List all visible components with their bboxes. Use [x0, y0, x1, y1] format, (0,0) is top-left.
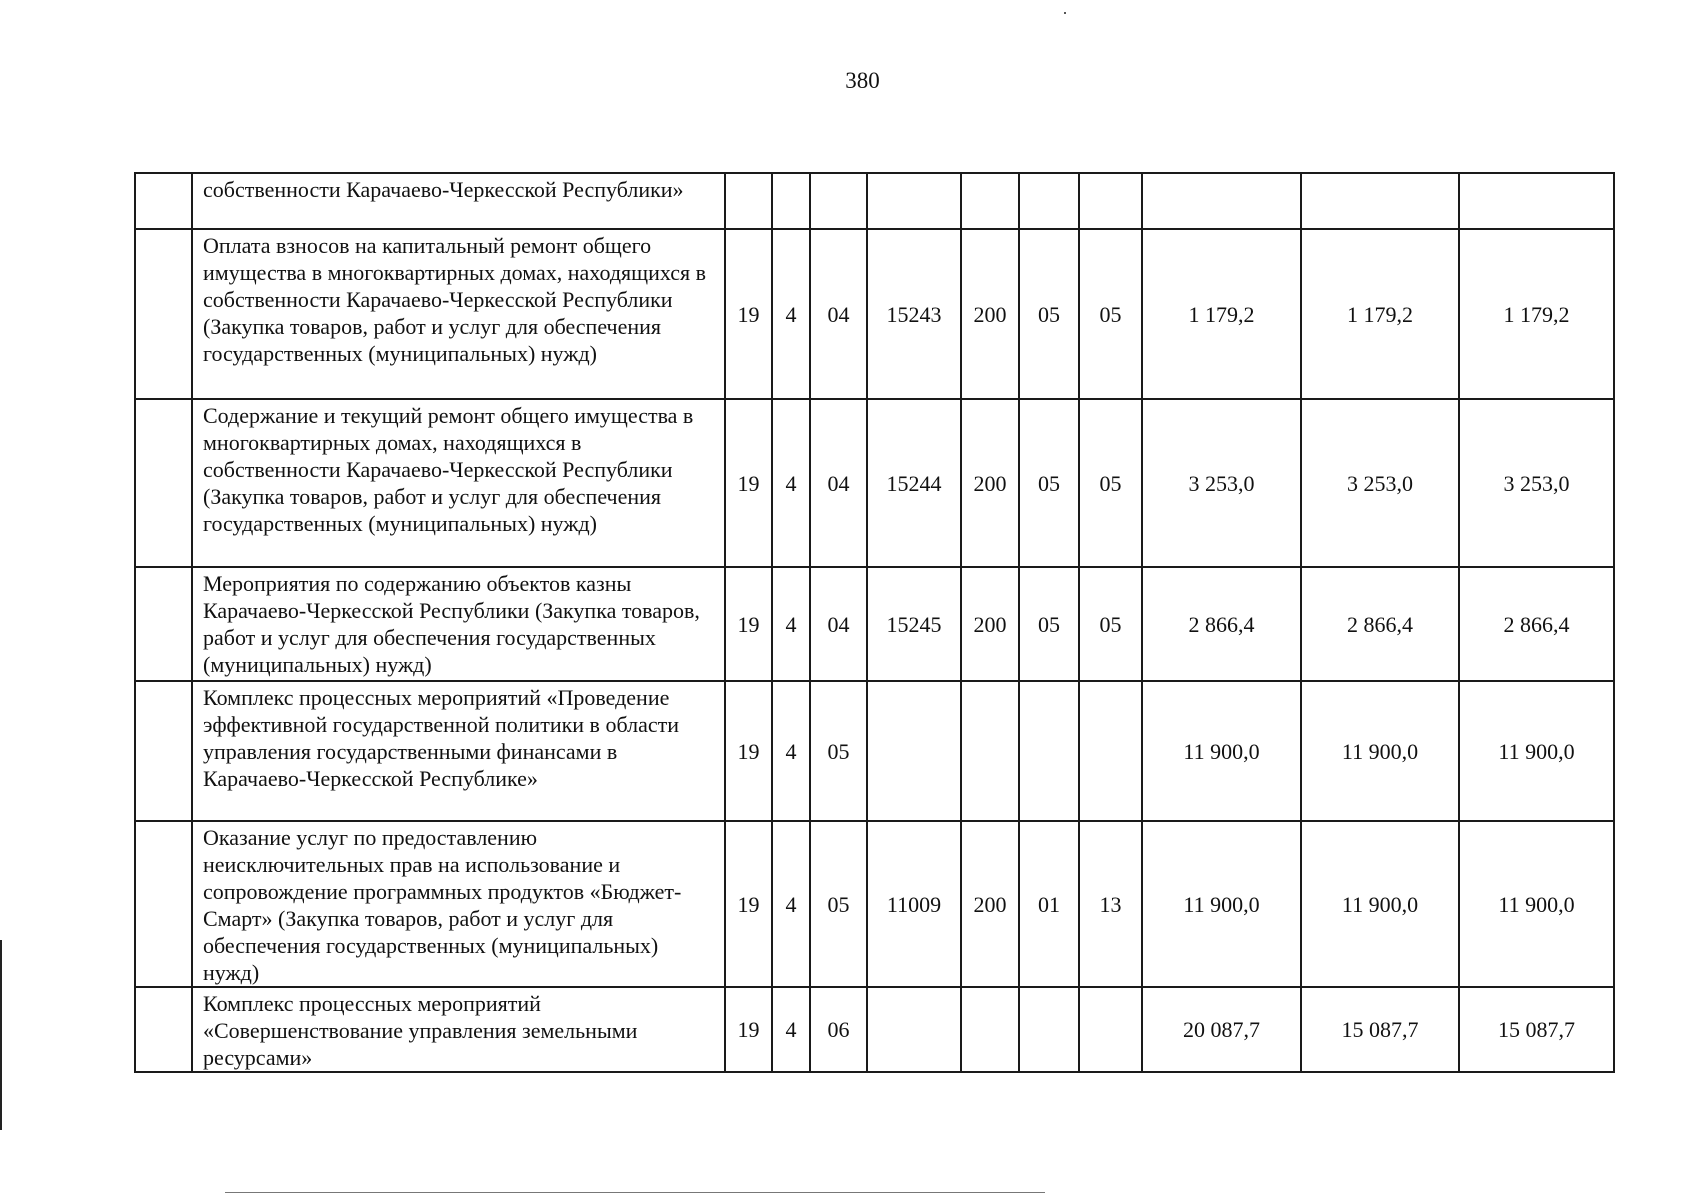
code-cell: 19 — [725, 821, 772, 987]
amount-cell: 2 866,4 — [1142, 567, 1301, 681]
index-cell — [135, 173, 192, 229]
table-row — [135, 987, 1614, 1072]
amount-cell: 1 179,2 — [1142, 229, 1301, 399]
description-cell: Комплекс процессных мероприятий «Проведение эффективной государственной политики в области управления государственными финансами в Карачаево-Черкесской Республике» — [192, 681, 725, 821]
index-cell — [135, 399, 192, 567]
code-cell: 04 — [810, 229, 867, 399]
amount-cell: 20 087,7 — [1142, 987, 1301, 1072]
code-cell: 11009 — [867, 821, 961, 987]
amount-cell: 1 179,2 — [1459, 229, 1614, 399]
code-cell: 15243 — [867, 229, 961, 399]
code-cell: 4 — [772, 229, 810, 399]
code-cell: 13 — [1079, 821, 1142, 987]
amount-cell: 11 900,0 — [1459, 821, 1614, 987]
code-cell: 200 — [961, 567, 1019, 681]
amount-cell — [1459, 173, 1614, 229]
description-cell: Комплекс процессных мероприятий «Совершенствование управления земельными ресурсами» — [192, 987, 725, 1072]
code-cell: 01 — [1019, 821, 1079, 987]
code-cell — [810, 173, 867, 229]
code-cell: 05 — [810, 821, 867, 987]
code-cell: 4 — [772, 681, 810, 821]
index-cell — [135, 821, 192, 987]
table-row — [135, 567, 1614, 681]
table-row — [135, 821, 1614, 987]
code-cell — [1019, 681, 1079, 821]
code-cell: 15244 — [867, 399, 961, 567]
table-row — [135, 173, 1614, 229]
code-cell: 04 — [810, 399, 867, 567]
code-cell: 4 — [772, 987, 810, 1072]
description-cell: собственности Карачаево-Черкесской Республики» — [192, 173, 725, 229]
budget-table — [134, 172, 1615, 1073]
scan-dot — [1064, 12, 1066, 14]
scan-edge-line — [0, 940, 2, 1130]
code-cell: 06 — [810, 987, 867, 1072]
code-cell: 15245 — [867, 567, 961, 681]
amount-cell: 11 900,0 — [1301, 821, 1459, 987]
table-row — [135, 681, 1614, 821]
code-cell: 200 — [961, 399, 1019, 567]
code-cell — [1079, 173, 1142, 229]
code-cell: 19 — [725, 399, 772, 567]
code-cell — [867, 987, 961, 1072]
code-cell — [961, 173, 1019, 229]
code-cell: 05 — [1019, 567, 1079, 681]
code-cell — [1079, 681, 1142, 821]
amount-cell — [1301, 173, 1459, 229]
index-cell — [135, 229, 192, 399]
amount-cell: 11 900,0 — [1142, 821, 1301, 987]
description-cell: Содержание и текущий ремонт общего имущества в многоквартирных домах, находящихся в собственности Карачаево-Черкесской Республики (Закупка товаров, работ и услуг для обеспечения государственных (муниципальных) нужд) — [192, 399, 725, 567]
code-cell: 05 — [1079, 399, 1142, 567]
code-cell: 05 — [810, 681, 867, 821]
code-cell — [1019, 987, 1079, 1072]
index-cell — [135, 681, 192, 821]
amount-cell — [1142, 173, 1301, 229]
amount-cell: 15 087,7 — [1301, 987, 1459, 1072]
amount-cell: 11 900,0 — [1301, 681, 1459, 821]
amount-cell: 3 253,0 — [1459, 399, 1614, 567]
code-cell: 4 — [772, 821, 810, 987]
code-cell: 05 — [1079, 229, 1142, 399]
amount-cell: 3 253,0 — [1142, 399, 1301, 567]
code-cell — [1019, 173, 1079, 229]
code-cell: 200 — [961, 821, 1019, 987]
amount-cell: 2 866,4 — [1301, 567, 1459, 681]
code-cell — [1079, 987, 1142, 1072]
code-cell — [867, 681, 961, 821]
description-cell: Оплата взносов на капитальный ремонт общего имущества в многоквартирных домах, находящихся в собственности Карачаево-Черкесской Республики (Закупка товаров, работ и услуг для обеспечения государственных (муниципальных) нужд) — [192, 229, 725, 399]
amount-cell: 2 866,4 — [1459, 567, 1614, 681]
amount-cell: 11 900,0 — [1142, 681, 1301, 821]
amount-cell: 15 087,7 — [1459, 987, 1614, 1072]
code-cell: 19 — [725, 567, 772, 681]
code-cell — [867, 173, 961, 229]
amount-cell: 3 253,0 — [1301, 399, 1459, 567]
code-cell: 04 — [810, 567, 867, 681]
code-cell: 4 — [772, 399, 810, 567]
amount-cell: 1 179,2 — [1301, 229, 1459, 399]
code-cell: 05 — [1079, 567, 1142, 681]
scan-bottom-line — [225, 1192, 1045, 1193]
code-cell — [961, 681, 1019, 821]
code-cell — [772, 173, 810, 229]
description-cell: Оказание услуг по предоставлению неисключительных прав на использование и сопровождение программных продуктов «Бюджет-Смарт» (Закупка товаров, работ и услуг для обеспечения государственных (муниципальных) нужд) — [192, 821, 725, 987]
table-row — [135, 229, 1614, 399]
code-cell: 19 — [725, 681, 772, 821]
description-cell: Мероприятия по содержанию объектов казны Карачаево-Черкесской Республики (Закупка товаров, работ и услуг для обеспечения государственных (муниципальных) нужд) — [192, 567, 725, 681]
page-number: 380 — [845, 68, 880, 93]
code-cell: 4 — [772, 567, 810, 681]
index-cell — [135, 567, 192, 681]
code-cell: 05 — [1019, 229, 1079, 399]
code-cell: 05 — [1019, 399, 1079, 567]
code-cell — [725, 173, 772, 229]
code-cell: 200 — [961, 229, 1019, 399]
amount-cell: 11 900,0 — [1459, 681, 1614, 821]
table-row — [135, 399, 1614, 567]
index-cell — [135, 987, 192, 1072]
code-cell: 19 — [725, 987, 772, 1072]
code-cell: 19 — [725, 229, 772, 399]
code-cell — [961, 987, 1019, 1072]
